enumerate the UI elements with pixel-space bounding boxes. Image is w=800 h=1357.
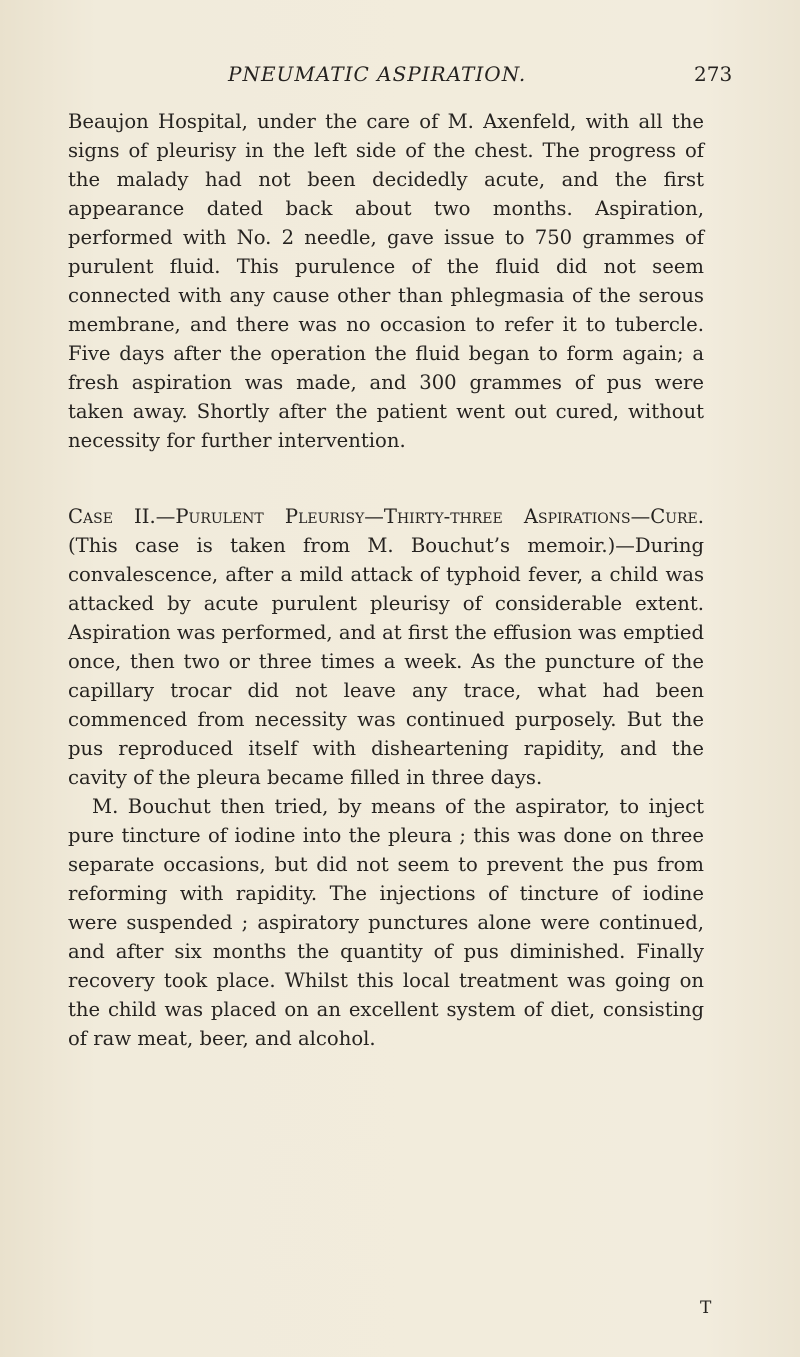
case-two-text: (This case is taken from M. Bouchut’s memoir.)—During convalescence, after a mild attack of typhoid fever, a child was attacked by acute purulent pleurisy of considerable extent. Aspiration was performed, and at first the effusion was emptied once, then two or three times a week. As the puncture of the capillary trocar did not leave any trace, what had been commenced from necessity was continued purposely. But the pus reproduced itself with disheartening rapidity, and the cavity of the pleura became filled in three days. xyxy=(68,534,704,789)
paragraph-beaujon-case: Beaujon Hospital, under the care of M. Axenfeld, with all the signs of pleurisy in the left side of the chest. The progress of the malady had not been decidedly acute, and the first appearance dated back about two months. Aspiration, performed with No. 2 needle, gave issue to 750 grammes of purulent fluid. This purulence of the fluid did not seem connected with any cause other than phlegmasia of the serous membrane, and there was no occasion to refer it to tubercle. Five days after the operation the fluid began to form again; a fresh aspiration was made, and 300 grammes of pus were taken away. Shortly after the patient went out cured, without necessity for further intervention. xyxy=(68,110,704,452)
paragraph-iodine-treatment: M. Bouchut then tried, by means of the aspirator, to inject pure tincture of iodine into the pleura ; this was done on three separate occasions, but did not seem to prevent the pus from reforming with rapidity. The injections of tincture of iodine were suspended ; aspiratory punctures alone were continued, and after six months the quantity of pus diminished. Finally recovery took place. Whilst this local treatment was going on the child was placed on an excellent system of diet, consisting of raw meat, beer, and alcohol. xyxy=(68,795,704,1050)
body-text xyxy=(68,107,704,1053)
printer-signature-mark: T xyxy=(700,1298,712,1318)
paragraph-case-two xyxy=(68,502,704,792)
page-number: 273 xyxy=(694,62,733,86)
case-heading: Case II.—Purulent Pleurisy—Thirty-three Aspirations—Cure. xyxy=(68,505,704,528)
running-head: PNEUMATIC ASPIRATION. xyxy=(228,62,527,86)
page-header xyxy=(0,62,800,92)
